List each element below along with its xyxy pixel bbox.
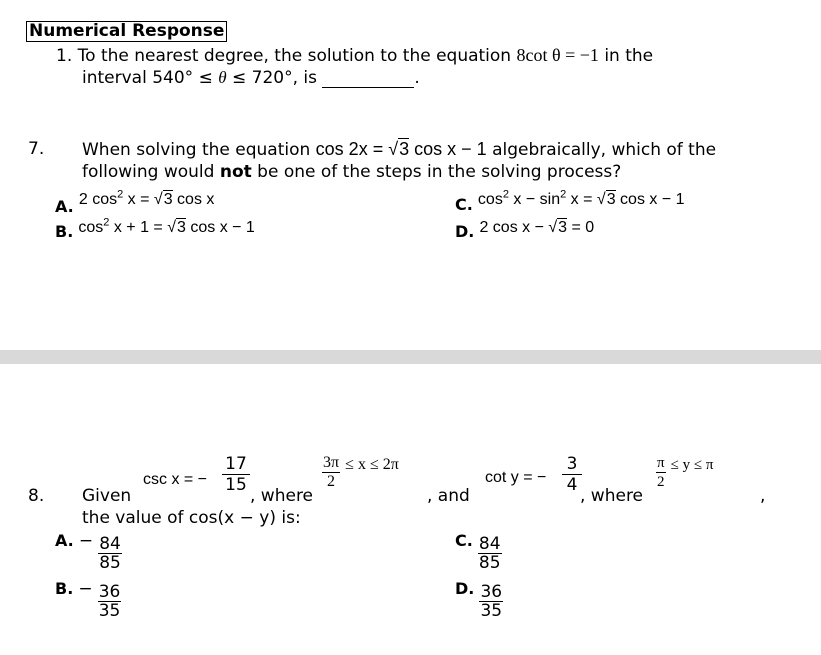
q8-interval-y: $\frac{\pi}{2}$ ≤ y ≤ π bbox=[657, 455, 714, 490]
q7-number: 7. bbox=[28, 139, 45, 159]
q1-line1 bbox=[56, 45, 653, 66]
option-expression: 2 $\cos^2 x = √3$ cos x bbox=[78, 189, 215, 209]
q7-text-4: be one of the steps in the solving process? bbox=[257, 162, 622, 182]
q8-where-1: , where bbox=[250, 486, 314, 506]
q7-option-d[interactable] bbox=[455, 217, 595, 241]
q1-text-2: in the bbox=[604, 46, 654, 66]
q1-number: 1. bbox=[56, 46, 73, 66]
option-fraction: $\frac{36}{35}$ bbox=[98, 582, 121, 621]
q1-interval-post: ≤ 720°, is bbox=[231, 68, 317, 88]
q8-comma: , bbox=[760, 486, 766, 506]
q7-option-a[interactable] bbox=[55, 189, 215, 217]
q1-text-1: To the nearest degree, the solution to the equation bbox=[77, 46, 512, 66]
option-label: D. bbox=[455, 222, 475, 241]
q7-text-1: When solving the equation bbox=[82, 140, 311, 160]
fraction-numerator: π bbox=[657, 455, 665, 471]
q8-option-d[interactable] bbox=[455, 579, 503, 621]
answer-blank[interactable] bbox=[322, 73, 414, 88]
section-divider bbox=[0, 350, 821, 364]
q8-and: , and bbox=[427, 486, 470, 506]
option-expression: $\cos^2 x - \sin^2 x = √3$ cos x − 1 bbox=[477, 189, 685, 209]
q7-line1 bbox=[82, 139, 716, 160]
q1-period: . bbox=[414, 68, 420, 88]
q8-csc-fraction bbox=[222, 454, 250, 495]
q1-interval-pre: interval 540° ≤ bbox=[82, 68, 213, 88]
q1-equation: 8cot θ = −1 bbox=[516, 45, 599, 65]
option-label: D. bbox=[455, 579, 475, 598]
q8-line2: the value of cos(x − y) is: bbox=[82, 508, 301, 528]
q8-option-c[interactable] bbox=[455, 531, 502, 573]
section-title: Numerical Response bbox=[26, 21, 227, 42]
option-expression: 2 cos x − √3 = 0 bbox=[479, 219, 595, 236]
q7-option-b[interactable] bbox=[55, 217, 255, 242]
q8-option-a[interactable]: A. − $\frac{84}{85}$ bbox=[55, 531, 121, 573]
q8-interval-x: $\frac{3\pi}{2}$ ≤ x ≤ 2π bbox=[323, 454, 399, 490]
option-fraction: $\frac{36}{35}$ bbox=[480, 582, 503, 621]
q8-cot-lhs: cot y = − bbox=[485, 469, 547, 486]
fraction-denominator: 2 bbox=[327, 473, 336, 490]
q7-equation: cos 2x = √3 cos x − 1 bbox=[315, 139, 487, 159]
q8-csc-lhs: csc x = − bbox=[143, 471, 208, 488]
fraction-denominator: 4 bbox=[566, 475, 578, 495]
q7-text-2: algebraically, which of the bbox=[492, 140, 717, 160]
option-fraction: $\frac{84}{85}$ bbox=[99, 534, 121, 573]
option-label: C. bbox=[455, 195, 473, 215]
q8-cot-fraction bbox=[562, 454, 582, 495]
fraction-numerator: 17 bbox=[222, 454, 250, 475]
q8-option-b[interactable]: B. − $\frac{36}{35}$ bbox=[55, 579, 121, 621]
option-fraction: $\frac{84}{85}$ bbox=[478, 534, 501, 573]
option-label: B. bbox=[55, 222, 74, 242]
q8-given: Given bbox=[82, 486, 132, 506]
fraction-numerator: 3π bbox=[323, 454, 340, 471]
fraction-denominator: 2 bbox=[657, 474, 665, 490]
option-label: A. bbox=[55, 531, 74, 550]
q7-emphasis: not bbox=[219, 162, 252, 182]
q8-where-2: , where bbox=[580, 486, 644, 506]
q8-number: 8. bbox=[28, 486, 45, 506]
q1-line2 bbox=[82, 68, 420, 88]
q7-line2 bbox=[82, 162, 621, 182]
q7-option-c[interactable] bbox=[455, 189, 685, 215]
option-label: A. bbox=[55, 197, 74, 217]
option-label: B. bbox=[55, 579, 74, 598]
fraction-numerator: 3 bbox=[562, 454, 582, 475]
option-label: C. bbox=[455, 531, 473, 550]
sqrt-symbol: √3 bbox=[388, 139, 410, 159]
q7-text-3: following would bbox=[82, 162, 215, 182]
fraction-denominator: 15 bbox=[225, 475, 247, 495]
q1-theta: θ bbox=[218, 68, 227, 87]
option-expression: $\cos^2 x + 1 = √3$ cos x − 1 bbox=[78, 217, 255, 237]
